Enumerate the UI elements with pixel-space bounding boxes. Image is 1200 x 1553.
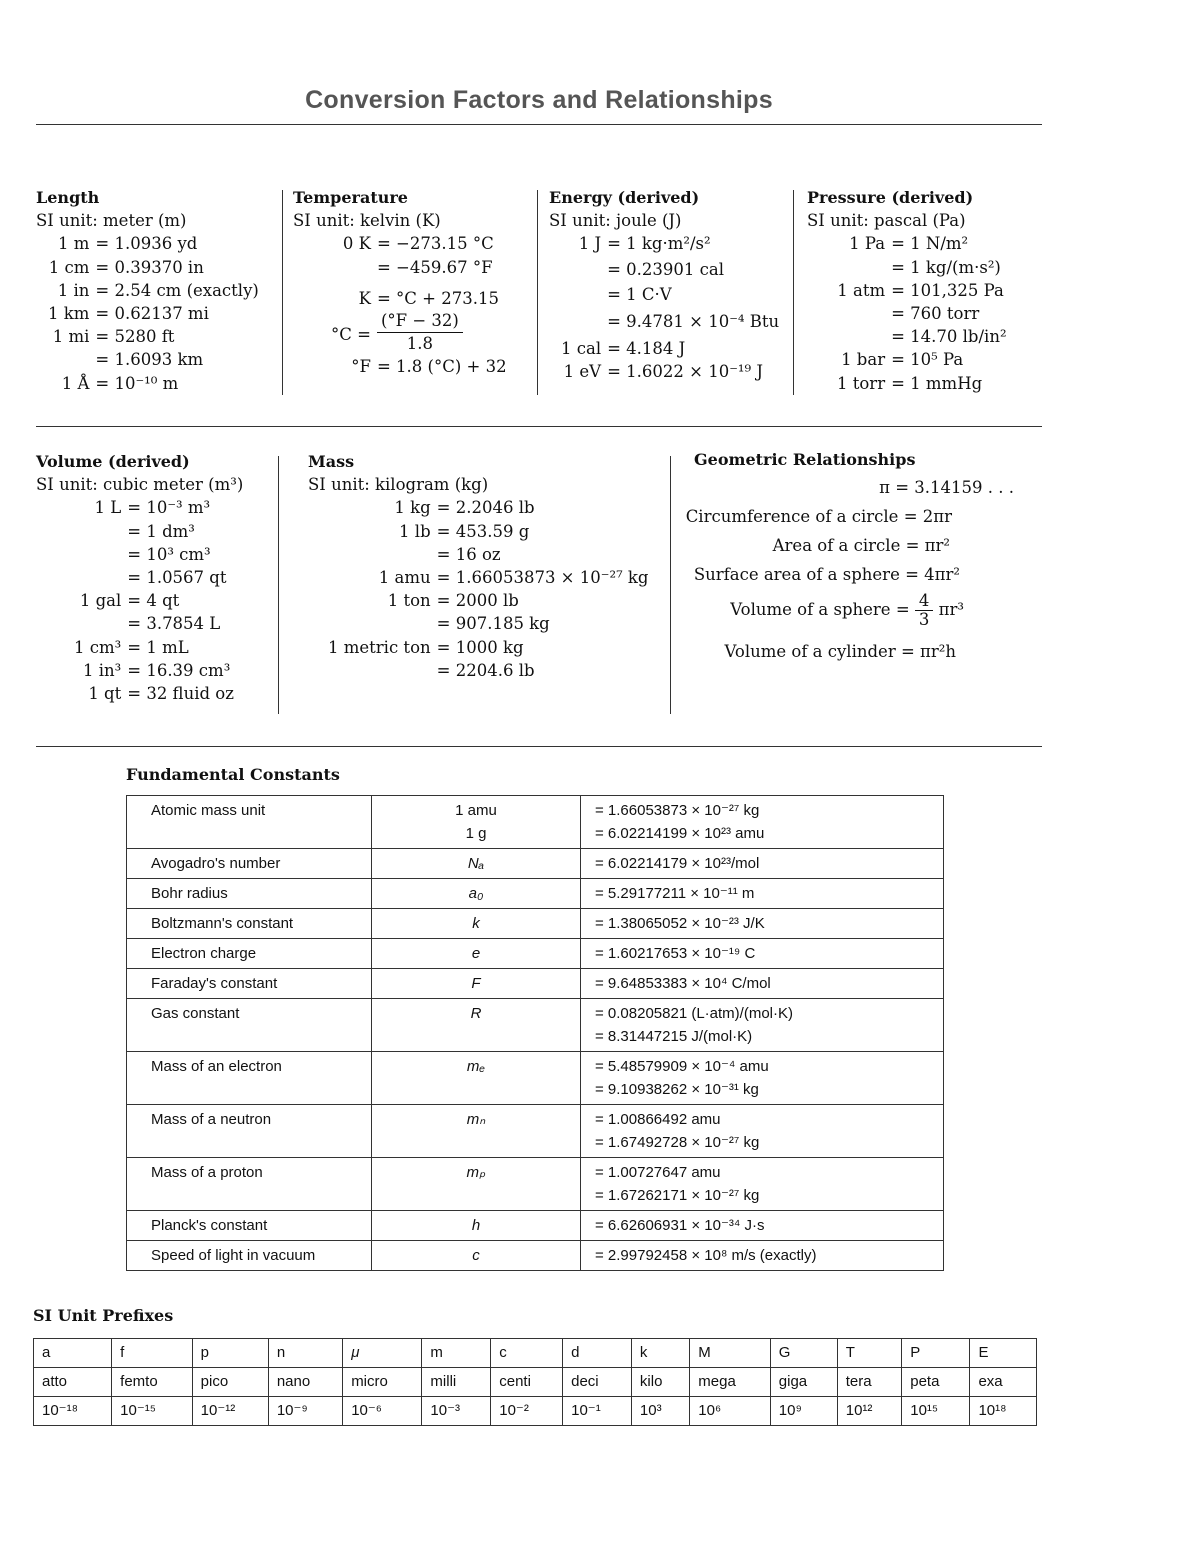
temp-eq-right: = −273.15 °C bbox=[376, 234, 494, 254]
constant-row bbox=[127, 999, 944, 1052]
temp-eq-right: = °C + 273.15 bbox=[376, 288, 499, 308]
prefix-power: 10⁻⁶ bbox=[343, 1397, 422, 1426]
mass-si-unit: SI unit: kilogram (kg) bbox=[308, 475, 489, 495]
prefix-power: 10⁶ bbox=[690, 1397, 771, 1426]
pressure-section bbox=[807, 186, 1042, 395]
pressure-equations bbox=[837, 232, 1042, 394]
equation-right: = 1 dm³ bbox=[127, 521, 195, 541]
sphere-right: πr³ bbox=[938, 600, 964, 619]
temperature-equations bbox=[331, 232, 533, 378]
equation-left: 1 torr bbox=[837, 373, 886, 393]
prefix-name: micro bbox=[343, 1368, 422, 1397]
sphere-frac-num: 4 bbox=[915, 592, 934, 611]
constant-symbol: c bbox=[372, 1241, 581, 1271]
divider bbox=[282, 190, 283, 395]
prefixes-heading: SI Unit Prefixes bbox=[33, 1306, 174, 1325]
prefixes-table bbox=[33, 1338, 1037, 1426]
constant-symbol: mₙ bbox=[372, 1105, 581, 1158]
energy-heading: Energy (derived) bbox=[549, 188, 700, 207]
equation-left: 1 lb bbox=[399, 521, 431, 541]
equation-right: = 0.39370 in bbox=[95, 257, 204, 277]
equation-right: = 453.59 g bbox=[436, 521, 530, 541]
constant-value: = 6.02214179 × 10²³/mol bbox=[581, 849, 944, 879]
equation-right: = 0.62137 mi bbox=[95, 304, 209, 324]
prefix-symbol: M bbox=[690, 1339, 771, 1368]
prefix-power: 10¹² bbox=[837, 1397, 902, 1426]
equation-right: = 4 qt bbox=[127, 591, 180, 611]
energy-equations bbox=[561, 232, 789, 383]
constant-symbol: a₀ bbox=[372, 879, 581, 909]
equation-left: 1 gal bbox=[79, 591, 122, 611]
prefix-symbol: m bbox=[422, 1339, 491, 1368]
equation-right: = 32 fluid oz bbox=[127, 684, 234, 704]
equation-left bbox=[74, 566, 121, 589]
prefix-power: 10⁻¹ bbox=[563, 1397, 632, 1426]
equation-left: 1 cal bbox=[561, 339, 602, 359]
volume-equations bbox=[74, 496, 276, 705]
equation-right: = 14.70 lb/in² bbox=[891, 327, 1007, 347]
cylinder-formula: Volume of a cylinder = πr²h bbox=[724, 642, 956, 661]
equation-right: = 10⁻¹⁰ m bbox=[95, 373, 179, 393]
length-si-unit: SI unit: meter (m) bbox=[36, 211, 187, 231]
equation-left: 1 eV bbox=[563, 362, 602, 382]
constant-value: = 1.66053873 × 10⁻²⁷ kg = 6.02214199 × 10²³ amu bbox=[581, 796, 944, 849]
equation-right: = 10³ cm³ bbox=[127, 544, 211, 564]
constant-row bbox=[127, 1105, 944, 1158]
equation-left bbox=[837, 256, 885, 279]
temp-eq-right: = −459.67 °F bbox=[376, 257, 493, 277]
prefix-symbol: P bbox=[902, 1339, 970, 1368]
sphere-frac-den: 3 bbox=[918, 610, 930, 629]
prefix-symbol: n bbox=[268, 1339, 342, 1368]
constant-symbol: mₑ bbox=[372, 1052, 581, 1105]
constant-symbol: Nₐ bbox=[372, 849, 581, 879]
equation-right: = 10⁵ Pa bbox=[891, 350, 964, 370]
prefix-symbol: G bbox=[770, 1339, 837, 1368]
equation-left: 1 amu bbox=[378, 568, 431, 588]
equation-right: = 1 mmHg bbox=[891, 373, 983, 393]
equation-left: 1 bar bbox=[841, 350, 886, 370]
constant-value: = 1.00727647 amu = 1.67262171 × 10⁻²⁷ kg bbox=[581, 1158, 944, 1211]
equation-left: 1 Å bbox=[61, 373, 90, 393]
area-formula: Area of a circle = πr² bbox=[772, 536, 950, 555]
equation-right: = 1 C·V bbox=[607, 284, 672, 304]
prefix-power: 10⁻² bbox=[491, 1397, 563, 1426]
prefix-name-row bbox=[34, 1368, 1037, 1397]
constant-value: = 9.64853383 × 10⁴ C/mol bbox=[581, 969, 944, 999]
constant-row bbox=[127, 939, 944, 969]
prefix-power: 10⁻¹⁸ bbox=[34, 1397, 112, 1426]
constant-row bbox=[127, 909, 944, 939]
equation-left: 1 J bbox=[578, 234, 602, 254]
constant-row bbox=[127, 1211, 944, 1241]
constant-symbol: k bbox=[372, 909, 581, 939]
geometric-heading: Geometric Relationships bbox=[694, 450, 916, 469]
prefix-name: mega bbox=[690, 1368, 771, 1397]
equation-right: = 9.4781 × 10⁻⁴ Btu bbox=[607, 312, 780, 332]
prefix-power: 10⁻³ bbox=[422, 1397, 491, 1426]
volume-si-unit: SI unit: cubic meter (m³) bbox=[36, 475, 244, 495]
geometric-section bbox=[685, 450, 1014, 680]
circumference-formula: Circumference of a circle = 2πr bbox=[685, 507, 952, 526]
constant-name: Gas constant bbox=[127, 999, 372, 1052]
equation-left bbox=[48, 348, 89, 371]
temp-eq-left: K bbox=[358, 288, 371, 308]
mass-equations bbox=[328, 496, 668, 682]
equation-left bbox=[328, 543, 431, 566]
equation-left bbox=[561, 306, 601, 333]
temperature-heading: Temperature bbox=[293, 188, 408, 207]
title-rule bbox=[36, 124, 1042, 125]
energy-si-unit: SI unit: joule (J) bbox=[549, 211, 682, 231]
mass-heading: Mass bbox=[308, 452, 355, 471]
equation-left: 1 cm bbox=[48, 257, 90, 277]
constant-symbol: mₚ bbox=[372, 1158, 581, 1211]
equation-right: = 16.39 cm³ bbox=[127, 660, 231, 680]
equation-right: = 2204.6 lb bbox=[436, 660, 535, 680]
divider bbox=[793, 190, 794, 395]
temp-eq-right: = 1.8 (°C) + 32 bbox=[376, 357, 507, 377]
equation-left: 1 ton bbox=[387, 591, 431, 611]
equation-right: = 760 torr bbox=[891, 304, 980, 324]
equation-left bbox=[837, 302, 885, 325]
equation-left: 1 km bbox=[48, 304, 90, 324]
constant-name: Electron charge bbox=[127, 939, 372, 969]
equation-right: = 2000 lb bbox=[436, 591, 519, 611]
equation-right: = 1.6093 km bbox=[95, 350, 204, 370]
temp-eq-left bbox=[331, 256, 371, 279]
equation-left: 1 metric ton bbox=[328, 637, 431, 657]
energy-section bbox=[549, 186, 789, 384]
prefix-symbol: f bbox=[112, 1339, 192, 1368]
page-title: Conversion Factors and Relationships bbox=[305, 86, 773, 114]
temperature-si-unit: SI unit: kelvin (K) bbox=[293, 211, 441, 231]
temp-frac-left: °C = bbox=[331, 325, 371, 345]
surface-formula: Surface area of a sphere = 4πr² bbox=[693, 565, 960, 584]
equation-left bbox=[328, 659, 431, 682]
constant-row bbox=[127, 796, 944, 849]
constant-symbol: F bbox=[372, 969, 581, 999]
constants-table bbox=[126, 795, 944, 1271]
divider bbox=[278, 456, 279, 714]
equation-right: = 5280 ft bbox=[95, 327, 175, 347]
equation-right: = 907.185 kg bbox=[436, 614, 550, 634]
equation-right: = 1.6022 × 10⁻¹⁹ J bbox=[607, 362, 764, 382]
prefix-symbol: k bbox=[631, 1339, 689, 1368]
constant-value: = 6.62606931 × 10⁻³⁴ J·s bbox=[581, 1211, 944, 1241]
equation-right: = 1000 kg bbox=[436, 637, 524, 657]
constant-row bbox=[127, 1158, 944, 1211]
prefix-symbol: T bbox=[837, 1339, 902, 1368]
prefix-symbol: a bbox=[34, 1339, 112, 1368]
constant-value: = 5.48579909 × 10⁻⁴ amu = 9.10938262 × 10⁻³¹ kg bbox=[581, 1052, 944, 1105]
equation-left bbox=[837, 325, 885, 348]
equation-left: 1 L bbox=[94, 498, 122, 518]
prefix-symbol: c bbox=[491, 1339, 563, 1368]
temperature-section bbox=[293, 186, 533, 378]
equation-left: 1 atm bbox=[837, 280, 886, 300]
equation-right: = 10⁻³ m³ bbox=[127, 498, 211, 518]
prefix-symbol: d bbox=[563, 1339, 632, 1368]
equation-left: 1 cm³ bbox=[74, 637, 122, 657]
sphere-left: Volume of a sphere = bbox=[730, 600, 910, 619]
prefix-name: exa bbox=[970, 1368, 1037, 1397]
pressure-heading: Pressure (derived) bbox=[807, 188, 974, 207]
prefix-name: deci bbox=[563, 1368, 632, 1397]
equation-left: 1 mi bbox=[52, 327, 90, 347]
constant-value: = 1.00866492 amu = 1.67492728 × 10⁻²⁷ kg bbox=[581, 1105, 944, 1158]
equation-left bbox=[561, 281, 601, 306]
constant-row bbox=[127, 1052, 944, 1105]
prefix-name: peta bbox=[902, 1368, 970, 1397]
prefix-name: nano bbox=[268, 1368, 342, 1397]
equation-right: = 0.23901 cal bbox=[607, 259, 725, 279]
temp-fraction bbox=[377, 310, 507, 355]
equation-right: = 1 kg/(m·s²) bbox=[891, 257, 1001, 277]
equation-right: = 3.7854 L bbox=[127, 614, 221, 634]
equation-left: 1 qt bbox=[88, 684, 122, 704]
volume-section bbox=[36, 450, 276, 705]
constant-value: = 1.38065052 × 10⁻²³ J/K bbox=[581, 909, 944, 939]
section-rule bbox=[36, 746, 1042, 747]
pi-value: π = 3.14159 . . . bbox=[879, 478, 1014, 497]
constant-symbol: e bbox=[372, 939, 581, 969]
constant-name: Planck's constant bbox=[127, 1211, 372, 1241]
constant-row bbox=[127, 849, 944, 879]
equation-left bbox=[561, 256, 601, 281]
constants-heading: Fundamental Constants bbox=[126, 765, 340, 784]
prefix-power: 10⁻¹² bbox=[192, 1397, 268, 1426]
constant-row bbox=[127, 879, 944, 909]
equation-right: = 4.184 J bbox=[607, 339, 686, 359]
equation-right: = 1 N/m² bbox=[891, 234, 969, 254]
constant-name: Faraday's constant bbox=[127, 969, 372, 999]
equation-right: = 16 oz bbox=[436, 544, 501, 564]
volume-heading: Volume (derived) bbox=[36, 452, 190, 471]
equation-right: = 1 mL bbox=[127, 637, 189, 657]
prefix-power: 10⁹ bbox=[770, 1397, 837, 1426]
constant-value: = 5.29177211 × 10⁻¹¹ m bbox=[581, 879, 944, 909]
prefix-name: giga bbox=[770, 1368, 837, 1397]
prefix-symbol: μ bbox=[343, 1339, 422, 1368]
constant-row bbox=[127, 1241, 944, 1271]
equation-left: 1 in³ bbox=[82, 660, 122, 680]
prefix-name: atto bbox=[34, 1368, 112, 1397]
prefix-name: milli bbox=[422, 1368, 491, 1397]
constant-name: Atomic mass unit bbox=[127, 796, 372, 849]
prefix-symbol: E bbox=[970, 1339, 1037, 1368]
temp-frac-num: (°F − 32) bbox=[377, 310, 463, 333]
prefix-name: tera bbox=[837, 1368, 902, 1397]
length-heading: Length bbox=[36, 188, 100, 207]
prefix-symbol: p bbox=[192, 1339, 268, 1368]
constant-symbol: R bbox=[372, 999, 581, 1052]
equation-left: 1 m bbox=[58, 234, 90, 254]
equation-right: = 101,325 Pa bbox=[891, 280, 1004, 300]
temp-eq-left: 0 K bbox=[342, 234, 371, 254]
equation-left bbox=[74, 520, 121, 543]
prefix-name: pico bbox=[192, 1368, 268, 1397]
equation-left bbox=[74, 543, 121, 566]
constant-value: = 2.99792458 × 10⁸ m/s (exactly) bbox=[581, 1241, 944, 1271]
prefix-power: 10⁻⁹ bbox=[268, 1397, 342, 1426]
equation-left: 1 in bbox=[57, 280, 90, 300]
mass-section bbox=[308, 450, 668, 682]
sphere-volume-formula bbox=[730, 592, 964, 629]
equation-right: = 2.2046 lb bbox=[436, 498, 535, 518]
equation-right: = 1.0936 yd bbox=[95, 234, 198, 254]
equation-left: 1 Pa bbox=[849, 234, 886, 254]
equation-right: = 1.66053873 × 10⁻²⁷ kg bbox=[436, 568, 649, 588]
constant-name: Mass of an electron bbox=[127, 1052, 372, 1105]
constant-value: = 1.60217653 × 10⁻¹⁹ C bbox=[581, 939, 944, 969]
constant-value: = 0.08205821 (L·atm)/(mol·K) = 8.31447215 J/(mol·K) bbox=[581, 999, 944, 1052]
temp-eq-left: °F bbox=[351, 357, 371, 377]
equation-left bbox=[328, 612, 431, 635]
constant-name: Mass of a neutron bbox=[127, 1105, 372, 1158]
section-rule bbox=[36, 426, 1042, 427]
prefix-power-row bbox=[34, 1397, 1037, 1426]
length-equations bbox=[48, 232, 276, 394]
constant-symbol: h bbox=[372, 1211, 581, 1241]
prefix-name: kilo bbox=[631, 1368, 689, 1397]
divider bbox=[537, 190, 538, 395]
pressure-si-unit: SI unit: pascal (Pa) bbox=[807, 211, 966, 231]
constant-name: Mass of a proton bbox=[127, 1158, 372, 1211]
constant-name: Boltzmann's constant bbox=[127, 909, 372, 939]
equation-left bbox=[74, 612, 121, 635]
prefix-power: 10¹⁸ bbox=[970, 1397, 1037, 1426]
divider bbox=[670, 456, 671, 714]
constant-name: Avogadro's number bbox=[127, 849, 372, 879]
equation-left: 1 kg bbox=[394, 498, 431, 518]
prefix-power: 10³ bbox=[631, 1397, 689, 1426]
length-section bbox=[36, 186, 276, 395]
prefix-name: femto bbox=[112, 1368, 192, 1397]
constant-row bbox=[127, 969, 944, 999]
equation-right: = 1 kg·m²/s² bbox=[607, 234, 711, 254]
prefix-symbol-row bbox=[34, 1339, 1037, 1368]
equation-right: = 2.54 cm (exactly) bbox=[95, 280, 259, 300]
prefix-power: 10⁻¹⁵ bbox=[112, 1397, 192, 1426]
temp-frac-den: 1.8 bbox=[406, 334, 434, 354]
equation-right: = 1.0567 qt bbox=[127, 568, 227, 588]
prefix-name: centi bbox=[491, 1368, 563, 1397]
constant-name: Bohr radius bbox=[127, 879, 372, 909]
prefix-power: 10¹⁵ bbox=[902, 1397, 970, 1426]
constant-symbol: 1 amu 1 g bbox=[372, 796, 581, 849]
constant-name: Speed of light in vacuum bbox=[127, 1241, 372, 1271]
